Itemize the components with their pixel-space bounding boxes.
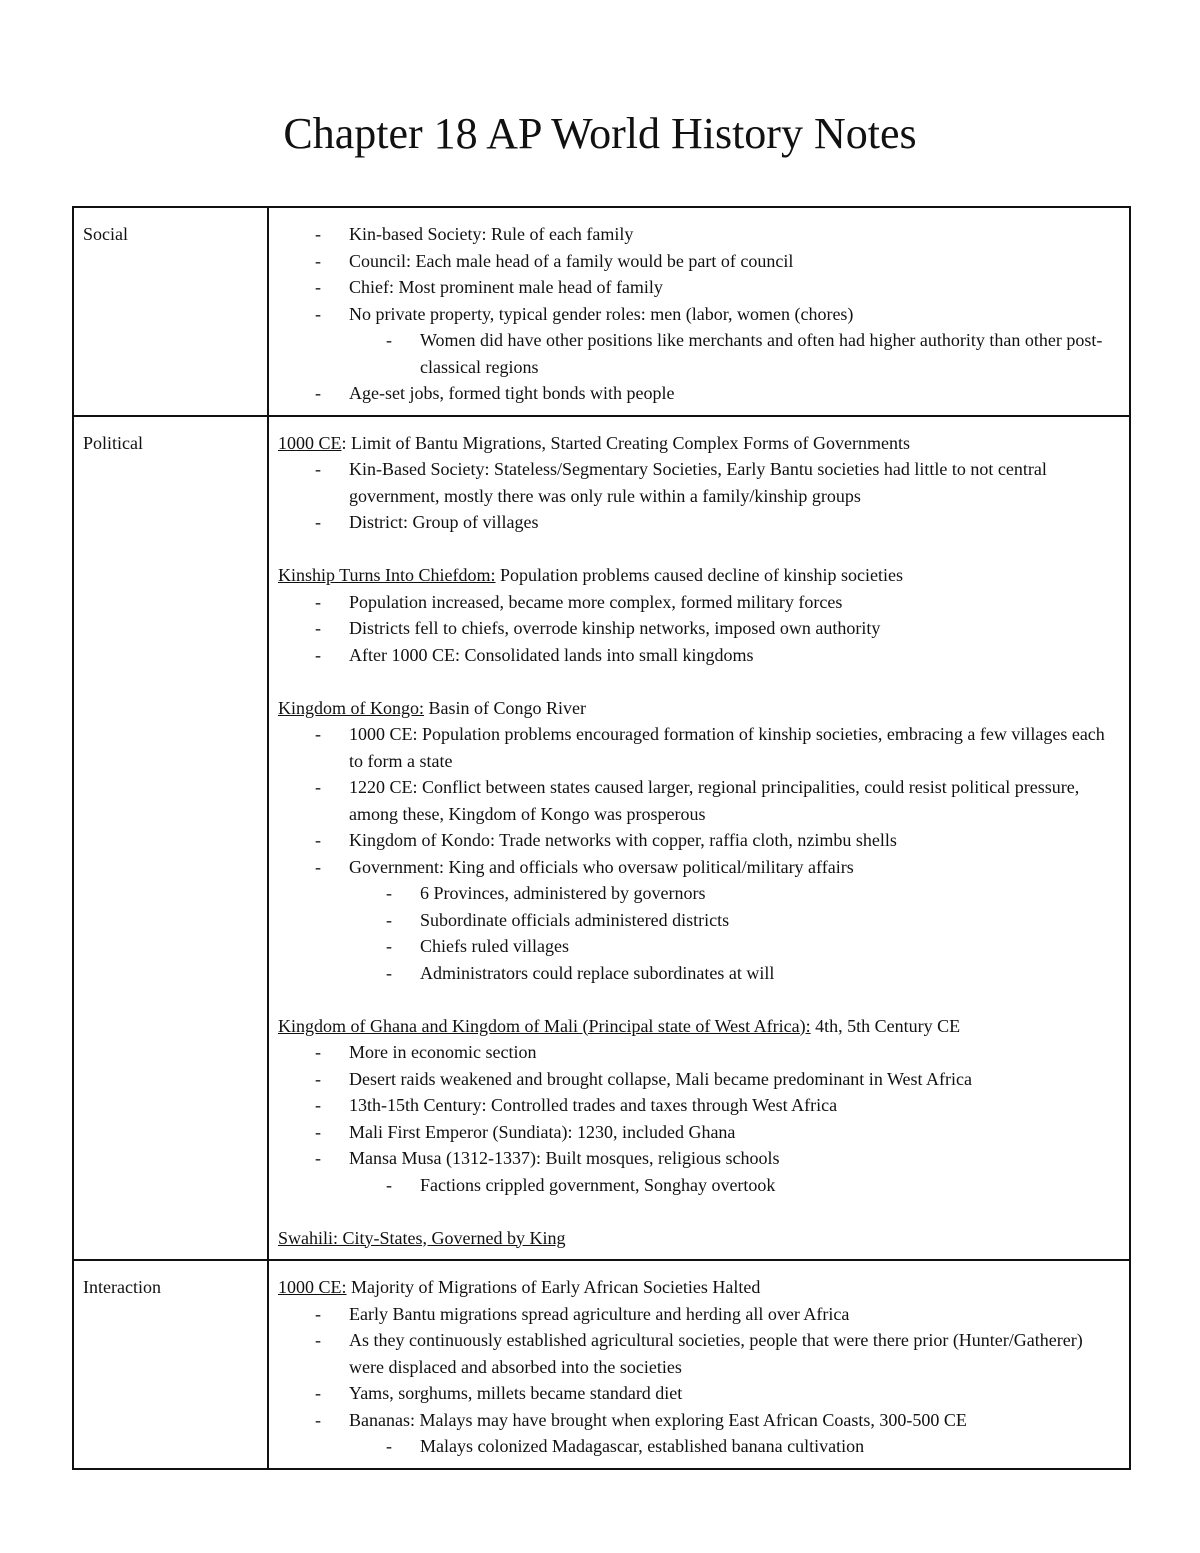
table-row-interaction <box>73 1260 1130 1469</box>
list-item <box>349 1145 1120 1198</box>
list-item: - Desert raids weakened and brought collapse, Mali became predominant in West Africa <box>349 1066 1120 1093</box>
sub-list <box>349 327 1120 380</box>
sub-list-item: - 6 Provinces, administered by governors <box>420 880 1120 907</box>
row-label-social: Social <box>73 207 268 416</box>
heading-text: Basin of Congo River <box>424 697 586 718</box>
heading-underlined: Kingdom of Ghana and Kingdom of Mali (Principal state of West Africa): <box>278 1015 811 1036</box>
sub-list-item: - Subordinate officials administered districts <box>420 907 1120 934</box>
heading-text: Majority of Migrations of Early African Societies Halted <box>346 1277 761 1297</box>
section-heading <box>278 1013 1120 1040</box>
heading-underlined: 1000 CE <box>278 432 342 453</box>
notes-table <box>72 206 1131 1470</box>
political-list-3 <box>278 721 1120 986</box>
list-item-text: No private property, typical gender roles: men (labor, women (chores) <box>349 303 854 324</box>
sub-list-item: - Administrators could replace subordinates at will <box>420 960 1120 987</box>
heading-underlined: 1000 CE: <box>278 1277 347 1297</box>
list-item: - 13th-15th Century: Controlled trades and taxes through West Africa <box>349 1092 1120 1119</box>
heading-underlined: Kingdom of Kongo: <box>278 697 424 718</box>
list-item-text: Bananas: Malays may have brought when exploring East African Coasts, 300-500 CE <box>349 1409 967 1430</box>
list-item: - Early Bantu migrations spread agriculture and herding all over Africa <box>349 1301 1120 1328</box>
spacer <box>278 1198 1120 1225</box>
row-label-political: Political <box>73 416 268 1261</box>
list-item: - Population increased, became more complex, formed military forces <box>349 589 1120 616</box>
section-heading <box>278 430 1120 457</box>
list-item <box>349 854 1120 987</box>
list-item: - More in economic section <box>349 1039 1120 1066</box>
list-item: - 1220 CE: Conflict between states caused larger, regional principalities, could resist political pressure, among these, Kingdom of Kongo was prosperous <box>349 774 1120 827</box>
row-content-interaction <box>268 1260 1130 1469</box>
sub-list-item: - Chiefs ruled villages <box>420 933 1120 960</box>
spacer <box>278 536 1120 563</box>
list-item: - Kin-based Society: Rule of each family <box>349 221 1120 248</box>
list-item: - District: Group of villages <box>349 509 1120 536</box>
table-row-social <box>73 207 1130 416</box>
spacer <box>278 986 1120 1013</box>
list-item: - Kingdom of Kondo: Trade networks with copper, raffia cloth, nzimbu shells <box>349 827 1120 854</box>
list-item <box>349 301 1120 381</box>
row-content-social <box>268 207 1130 416</box>
heading-text: 4th, 5th Century CE <box>810 1015 961 1036</box>
sub-list <box>349 880 1120 986</box>
section-heading-swahili: Swahili: City-States, Governed by King <box>278 1227 566 1248</box>
section-heading <box>278 1274 1120 1301</box>
page-title: Chapter 18 AP World History Notes <box>283 109 917 158</box>
heading-text: Population problems caused decline of kinship societies <box>495 565 903 585</box>
sub-list-item: - Factions crippled government, Songhay overtook <box>420 1172 1120 1199</box>
political-list-2 <box>278 589 1120 669</box>
list-item: - Kin-Based Society: Stateless/Segmentary Societies, Early Bantu societies had little to not central government, mostly there was only rule within a family/kinship groups <box>349 456 1120 509</box>
list-item: - Districts fell to chiefs, overrode kinship networks, imposed own authority <box>349 615 1120 642</box>
list-item <box>349 1407 1120 1460</box>
row-content-political <box>268 416 1130 1261</box>
list-item: - 1000 CE: Population problems encouraged formation of kinship societies, embracing a few villages each to form a state <box>349 721 1120 774</box>
interaction-list <box>278 1301 1120 1460</box>
spacer <box>278 668 1120 695</box>
list-item: - Council: Each male head of a family would be part of council <box>349 248 1120 275</box>
table-row-political <box>73 416 1130 1261</box>
social-list <box>278 221 1120 407</box>
list-item-text: Government: King and officials who oversaw political/military affairs <box>349 856 854 877</box>
list-item-text: Mansa Musa (1312-1337): Built mosques, religious schools <box>349 1148 780 1168</box>
political-list-4 <box>278 1039 1120 1198</box>
political-list-1 <box>278 456 1120 536</box>
list-item: - After 1000 CE: Consolidated lands into small kingdoms <box>349 642 1120 669</box>
sub-list <box>349 1433 1120 1460</box>
section-heading <box>278 695 1120 722</box>
sub-list <box>349 1172 1120 1199</box>
sub-list-item: - Women did have other positions like merchants and often had higher authority than other post-classical regions <box>420 327 1120 380</box>
list-item: - Chief: Most prominent male head of family <box>349 274 1120 301</box>
heading-underlined: Kinship Turns Into Chiefdom: <box>278 565 496 585</box>
sub-list-item: - Malays colonized Madagascar, established banana cultivation <box>420 1433 1120 1460</box>
list-item: - Mali First Emperor (Sundiata): 1230, included Ghana <box>349 1119 1120 1146</box>
row-label-interaction: Interaction <box>73 1260 268 1469</box>
list-item: - Yams, sorghums, millets became standard diet <box>349 1380 1120 1407</box>
list-item: - Age-set jobs, formed tight bonds with people <box>349 380 1120 407</box>
section-heading <box>278 562 1120 589</box>
list-item: - As they continuously established agricultural societies, people that were there prior (Hunter/Gatherer) were displaced and absorbed into the societies <box>349 1327 1120 1380</box>
heading-text: : Limit of Bantu Migrations, Started Creating Complex Forms of Governments <box>341 432 910 453</box>
